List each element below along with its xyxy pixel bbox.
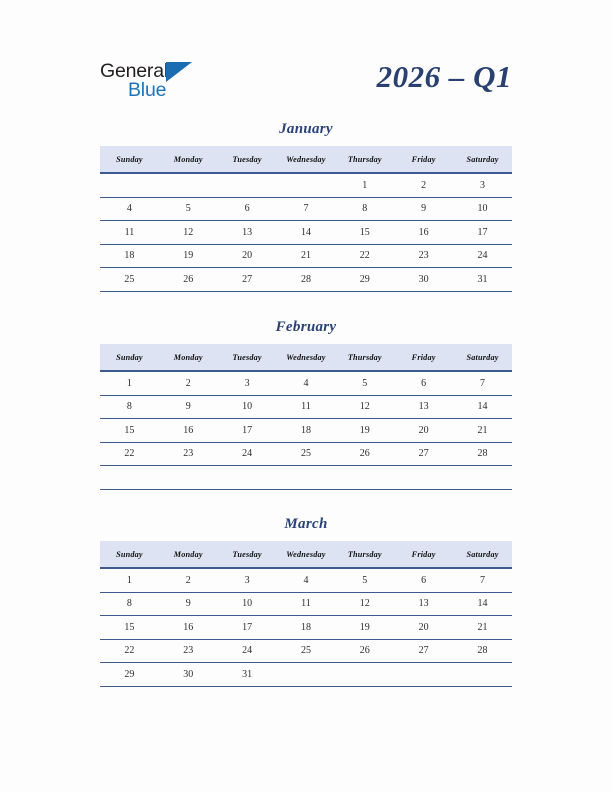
day-cell[interactable]: 14 <box>453 395 512 419</box>
day-cell[interactable]: 13 <box>218 221 277 245</box>
month-block-march <box>100 515 512 687</box>
day-cell[interactable]: 1 <box>100 568 159 592</box>
day-cell[interactable]: 6 <box>394 371 453 395</box>
page-header <box>0 0 612 118</box>
day-cell[interactable]: 1 <box>100 371 159 395</box>
day-cell[interactable]: 17 <box>218 419 277 443</box>
calendar-body <box>100 371 512 489</box>
day-cell[interactable]: 3 <box>218 371 277 395</box>
day-cell[interactable]: 9 <box>394 197 453 221</box>
day-cell[interactable] <box>159 173 218 197</box>
day-cell[interactable]: 4 <box>277 371 336 395</box>
day-cell[interactable]: 12 <box>159 221 218 245</box>
day-cell[interactable] <box>277 173 336 197</box>
day-cell[interactable]: 23 <box>159 442 218 466</box>
day-cell[interactable]: 19 <box>159 244 218 268</box>
calendar-body <box>100 173 512 291</box>
weekday-header-saturday: Saturday <box>453 541 512 568</box>
day-cell[interactable]: 28 <box>453 639 512 663</box>
table-header-row <box>100 541 512 568</box>
weekday-header-wednesday: Wednesday <box>277 344 336 371</box>
day-cell[interactable] <box>453 466 512 490</box>
day-cell[interactable]: 10 <box>453 197 512 221</box>
weekday-header-thursday: Thursday <box>335 344 394 371</box>
weekday-header-sunday: Sunday <box>100 344 159 371</box>
day-cell[interactable] <box>277 663 336 687</box>
day-cell[interactable]: 17 <box>453 221 512 245</box>
day-cell[interactable]: 22 <box>100 442 159 466</box>
day-cell[interactable]: 16 <box>394 221 453 245</box>
day-cell[interactable]: 7 <box>453 371 512 395</box>
day-cell[interactable]: 20 <box>218 244 277 268</box>
table-row <box>100 371 512 395</box>
logo-text-general: General <box>100 60 168 82</box>
day-cell[interactable]: 20 <box>394 419 453 443</box>
day-cell[interactable]: 24 <box>218 639 277 663</box>
day-cell[interactable]: 8 <box>100 395 159 419</box>
day-cell[interactable]: 25 <box>100 268 159 292</box>
day-cell[interactable]: 5 <box>335 371 394 395</box>
day-cell[interactable] <box>159 466 218 490</box>
weekday-header-friday: Friday <box>394 541 453 568</box>
table-row <box>100 221 512 245</box>
day-cell[interactable] <box>394 663 453 687</box>
day-cell[interactable] <box>335 663 394 687</box>
logo-triangle-icon <box>166 62 192 82</box>
day-cell[interactable] <box>335 466 394 490</box>
day-cell[interactable]: 25 <box>277 639 336 663</box>
weekday-header-friday: Friday <box>394 146 453 173</box>
day-cell[interactable]: 29 <box>335 268 394 292</box>
day-cell[interactable]: 19 <box>335 616 394 640</box>
day-cell[interactable]: 18 <box>100 244 159 268</box>
day-cell[interactable]: 15 <box>100 616 159 640</box>
table-row <box>100 592 512 616</box>
table-row <box>100 197 512 221</box>
table-row <box>100 466 512 490</box>
day-cell[interactable]: 11 <box>100 221 159 245</box>
day-cell[interactable] <box>218 466 277 490</box>
day-cell[interactable]: 9 <box>159 592 218 616</box>
day-cell[interactable]: 25 <box>277 442 336 466</box>
day-cell[interactable]: 13 <box>394 395 453 419</box>
day-cell[interactable]: 5 <box>159 197 218 221</box>
day-cell[interactable]: 11 <box>277 592 336 616</box>
day-cell[interactable]: 14 <box>277 221 336 245</box>
day-cell[interactable]: 22 <box>335 244 394 268</box>
day-cell[interactable]: 23 <box>159 639 218 663</box>
general-blue-logo <box>100 60 210 108</box>
day-cell[interactable]: 21 <box>453 419 512 443</box>
weekday-header-wednesday: Wednesday <box>277 146 336 173</box>
table-row <box>100 663 512 687</box>
day-cell[interactable]: 26 <box>335 639 394 663</box>
weekday-header-row <box>100 344 512 371</box>
table-row <box>100 395 512 419</box>
table-row <box>100 173 512 197</box>
day-cell[interactable]: 7 <box>453 568 512 592</box>
day-cell[interactable]: 9 <box>159 395 218 419</box>
weekday-header-saturday: Saturday <box>453 344 512 371</box>
month-block-february <box>100 318 512 490</box>
day-cell[interactable] <box>218 173 277 197</box>
day-cell[interactable]: 20 <box>394 616 453 640</box>
weekday-header-sunday: Sunday <box>100 541 159 568</box>
day-cell[interactable]: 28 <box>277 268 336 292</box>
table-row <box>100 616 512 640</box>
day-cell[interactable]: 21 <box>453 616 512 640</box>
logo-text-blue: Blue <box>128 79 167 101</box>
day-cell[interactable]: 15 <box>100 419 159 443</box>
day-cell[interactable]: 5 <box>335 568 394 592</box>
table-header-row <box>100 146 512 173</box>
day-cell[interactable]: 3 <box>453 173 512 197</box>
calendar-table-february <box>100 344 512 490</box>
weekday-header-saturday: Saturday <box>453 146 512 173</box>
month-block-january <box>100 120 512 292</box>
table-row <box>100 639 512 663</box>
day-cell[interactable] <box>100 173 159 197</box>
calendar-body <box>100 568 512 686</box>
table-row <box>100 244 512 268</box>
table-row <box>100 442 512 466</box>
weekday-header-friday: Friday <box>394 344 453 371</box>
day-cell[interactable]: 18 <box>277 616 336 640</box>
day-cell[interactable] <box>394 466 453 490</box>
day-cell[interactable]: 22 <box>100 639 159 663</box>
day-cell[interactable]: 16 <box>159 419 218 443</box>
day-cell[interactable]: 31 <box>453 268 512 292</box>
table-row <box>100 268 512 292</box>
day-cell[interactable] <box>100 466 159 490</box>
day-cell[interactable]: 21 <box>277 244 336 268</box>
day-cell[interactable]: 2 <box>394 173 453 197</box>
day-cell[interactable]: 30 <box>159 663 218 687</box>
weekday-header-tuesday: Tuesday <box>218 344 277 371</box>
calendar-table-march <box>100 541 512 687</box>
month-title: February <box>275 319 337 335</box>
day-cell[interactable]: 4 <box>277 568 336 592</box>
day-cell[interactable]: 13 <box>394 592 453 616</box>
day-cell[interactable]: 27 <box>394 639 453 663</box>
day-cell[interactable]: 11 <box>277 395 336 419</box>
day-cell[interactable]: 30 <box>394 268 453 292</box>
day-cell[interactable]: 24 <box>453 244 512 268</box>
day-cell[interactable]: 12 <box>335 395 394 419</box>
day-cell[interactable]: 8 <box>335 197 394 221</box>
day-cell[interactable]: 10 <box>218 395 277 419</box>
day-cell[interactable]: 15 <box>335 221 394 245</box>
weekday-header-sunday: Sunday <box>100 146 159 173</box>
day-cell[interactable]: 6 <box>218 197 277 221</box>
calendar-table-january <box>100 146 512 292</box>
day-cell[interactable]: 16 <box>159 616 218 640</box>
weekday-header-monday: Monday <box>159 541 218 568</box>
day-cell[interactable]: 26 <box>335 442 394 466</box>
weekday-header-monday: Monday <box>159 146 218 173</box>
weekday-header-thursday: Thursday <box>335 541 394 568</box>
table-row <box>100 568 512 592</box>
day-cell[interactable]: 27 <box>394 442 453 466</box>
weekday-header-wednesday: Wednesday <box>277 541 336 568</box>
day-cell[interactable]: 14 <box>453 592 512 616</box>
table-header-row <box>100 344 512 371</box>
day-cell[interactable]: 19 <box>335 419 394 443</box>
day-cell[interactable]: 10 <box>218 592 277 616</box>
weekday-header-row <box>100 541 512 568</box>
day-cell[interactable]: 1 <box>335 173 394 197</box>
day-cell[interactable] <box>277 466 336 490</box>
day-cell[interactable]: 6 <box>394 568 453 592</box>
day-cell[interactable]: 4 <box>100 197 159 221</box>
day-cell[interactable]: 2 <box>159 371 218 395</box>
day-cell[interactable]: 12 <box>335 592 394 616</box>
table-row <box>100 419 512 443</box>
month-title: January <box>279 121 333 137</box>
day-cell[interactable]: 31 <box>218 663 277 687</box>
day-cell[interactable]: 27 <box>218 268 277 292</box>
day-cell[interactable]: 7 <box>277 197 336 221</box>
weekday-header-row <box>100 146 512 173</box>
day-cell[interactable]: 24 <box>218 442 277 466</box>
day-cell[interactable]: 18 <box>277 419 336 443</box>
day-cell[interactable]: 3 <box>218 568 277 592</box>
day-cell[interactable]: 29 <box>100 663 159 687</box>
weekday-header-tuesday: Tuesday <box>218 146 277 173</box>
page-title: 2026 – Q1 <box>376 59 512 94</box>
day-cell[interactable]: 28 <box>453 442 512 466</box>
day-cell[interactable] <box>453 663 512 687</box>
day-cell[interactable]: 17 <box>218 616 277 640</box>
day-cell[interactable]: 23 <box>394 244 453 268</box>
day-cell[interactable]: 2 <box>159 568 218 592</box>
month-title: March <box>284 516 328 532</box>
weekday-header-thursday: Thursday <box>335 146 394 173</box>
day-cell[interactable]: 8 <box>100 592 159 616</box>
day-cell[interactable]: 26 <box>159 268 218 292</box>
weekday-header-tuesday: Tuesday <box>218 541 277 568</box>
weekday-header-monday: Monday <box>159 344 218 371</box>
